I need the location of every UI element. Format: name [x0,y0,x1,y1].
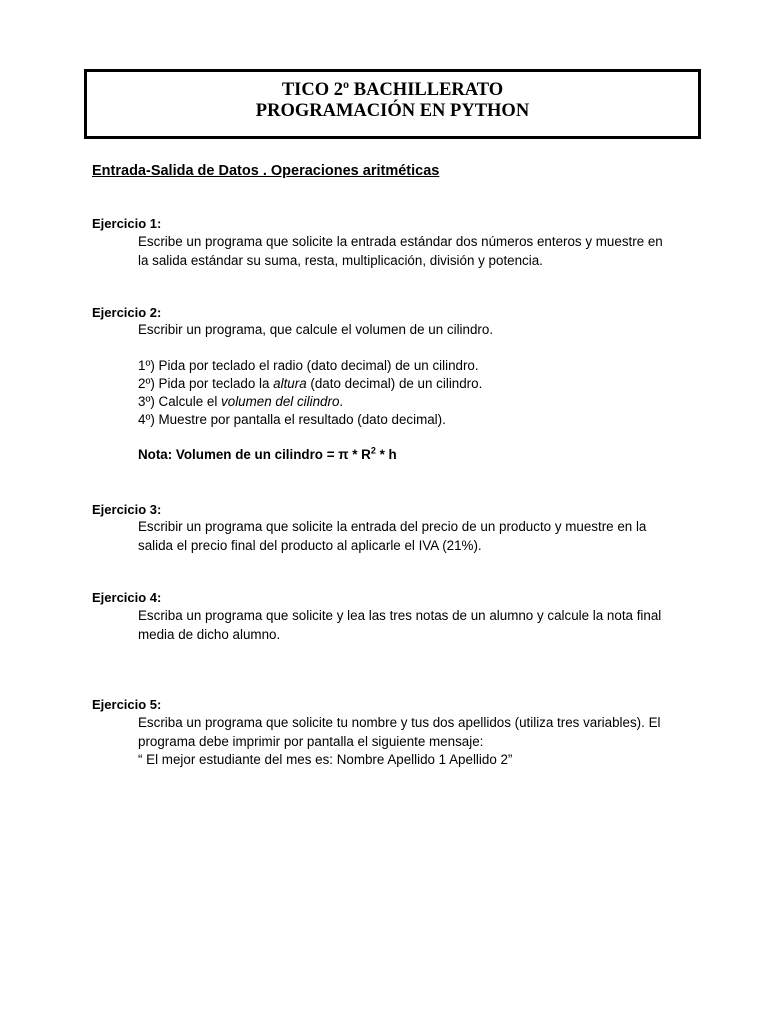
title-line-1: TICO 2º BACHILLERATO [281,80,504,100]
exercise-3-label: Ejercicio 3: [92,502,162,517]
exercise-2-step-4: 4º) Muestre por pantalla el resultado (dato decimal). [138,412,446,427]
title-line-2: PROGRAMACIÓN EN PYTHON [255,101,530,121]
title-box [84,69,701,139]
exercise-1-line-1: Escribe un programa que solicite la entrada estándar dos números enteros y muestre en [138,234,663,249]
exercise-2-step-3 [138,394,343,409]
exercise-5-line-1: Escriba un programa que solicite tu nombre y tus dos apellidos (utiliza tres variables). El [138,715,661,730]
exercise-2-step-1: 1º) Pida por teclado el radio (dato decimal) de un cilindro. [138,358,479,373]
exercise-2-note [138,447,397,462]
exercise-3-line-1: Escribir un programa que solicite la entrada del precio de un producto y muestre en la [138,519,647,534]
exercise-2-step-3-text-a: 3º) Calcule el [138,394,222,409]
exercise-4-label: Ejercicio 4: [92,590,162,605]
exercise-2-note-superscript: 2 [370,445,376,456]
exercise-2-step-3-italic: volumen del cilindro [221,394,340,409]
exercise-4-line-2: media de dicho alumno. [138,627,281,642]
exercise-1-label: Ejercicio 1: [92,216,162,231]
exercise-2-step-3-text-c: . [339,394,344,409]
exercise-2-label: Ejercicio 2: [92,305,162,320]
exercise-2-note-text-a: Nota: Volumen de un cilindro = π * R [138,447,371,462]
exercise-4-line-1: Escriba un programa que solicite y lea las tres notas de un alumno y calcule la nota final [138,608,662,623]
exercise-2-intro: Escribir un programa, que calcule el volumen de un cilindro. [138,322,494,337]
exercise-5-line-2: programa debe imprimir por pantalla el siguiente mensaje: [138,734,484,749]
exercise-5-line-3: “ El mejor estudiante del mes es: Nombre Apellido 1 Apellido 2” [138,752,513,767]
section-heading: Entrada-Salida de Datos . Operaciones aritméticas [92,163,440,179]
exercise-2-step-2-text-c: (dato decimal) de un cilindro. [306,376,483,391]
exercise-1-line-2: la salida estándar su suma, resta, multiplicación, división y potencia. [138,253,543,268]
exercise-2-note-text-b: * h [375,447,397,462]
exercise-3-line-2: salida el precio final del producto al aplicarle el IVA (21%). [138,538,482,553]
exercise-2-step-2 [138,376,482,391]
exercise-2-step-2-italic: altura [273,376,307,391]
exercise-2-step-2-text-a: 2º) Pida por teclado la [138,376,274,391]
exercise-5-label: Ejercicio 5: [92,697,162,712]
